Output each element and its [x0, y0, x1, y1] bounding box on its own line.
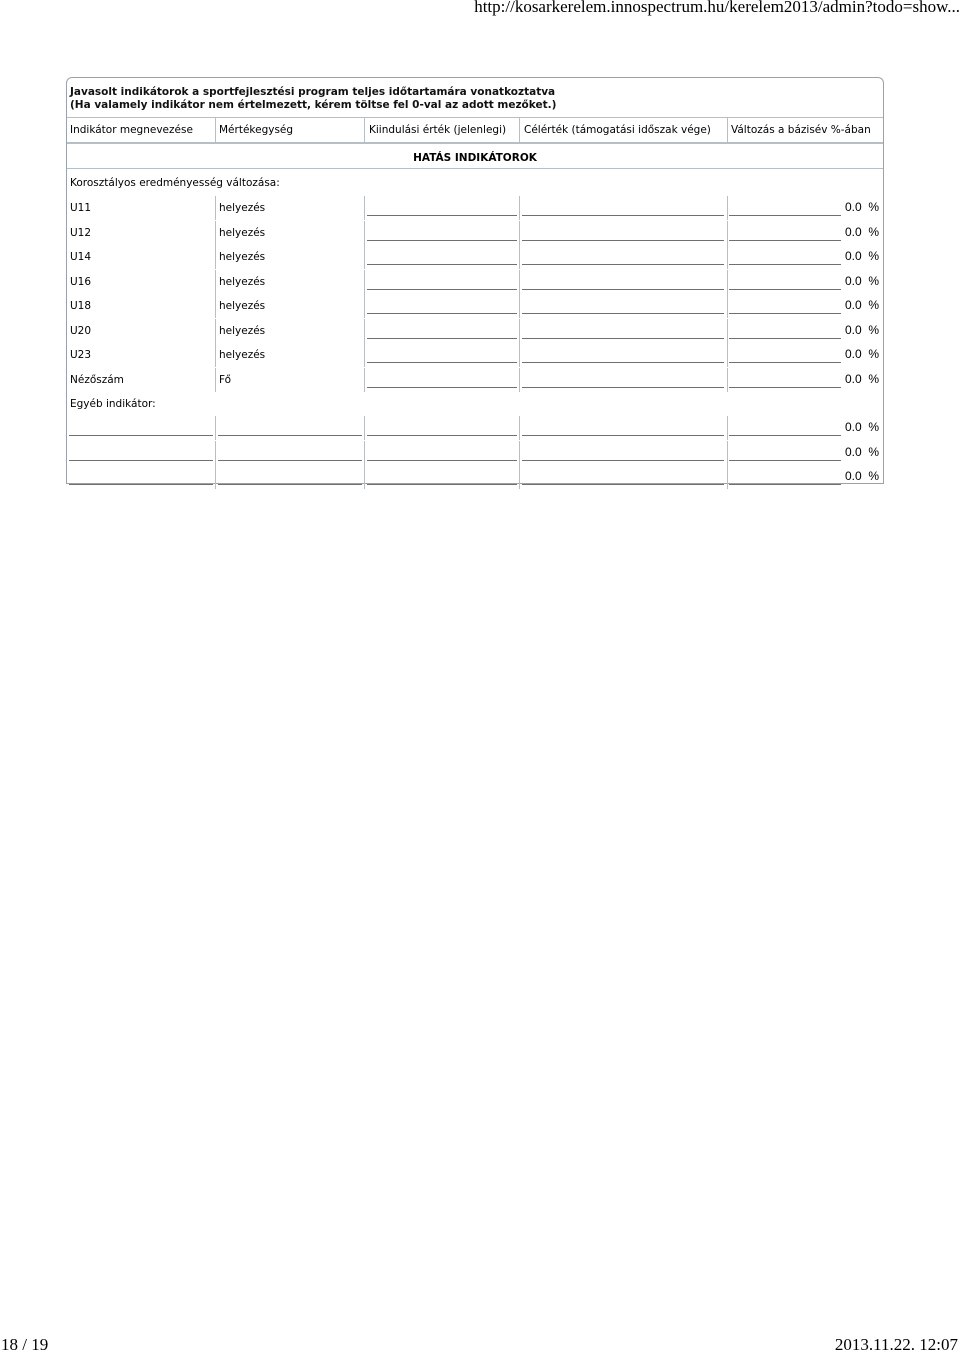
print-footer-datetime: 2013.11.22. 12:07	[834, 1335, 958, 1354]
target-input[interactable]	[522, 223, 724, 241]
change-input[interactable]	[729, 296, 841, 314]
table-row	[67, 368, 883, 392]
baseline-input[interactable]	[367, 296, 517, 314]
header-indicator-name: Indikátor megnevezése	[70, 124, 193, 136]
change-value	[845, 249, 879, 263]
change-value	[845, 347, 879, 361]
target-input[interactable]	[522, 272, 724, 290]
target-input[interactable]	[522, 345, 724, 363]
change-number: 0.0	[844, 225, 862, 239]
percent-sign: %	[868, 274, 879, 288]
change-number: 0.0	[844, 420, 862, 434]
indicator-name: U20	[70, 325, 92, 337]
table-row	[67, 319, 883, 343]
indicator-name: U14	[70, 251, 92, 263]
indicator-name: U11	[70, 202, 92, 214]
target-input[interactable]	[522, 321, 724, 339]
percent-sign: %	[868, 445, 879, 459]
baseline-input[interactable]	[367, 467, 517, 485]
change-number: 0.0	[844, 372, 862, 386]
table-header-row	[67, 117, 883, 143]
baseline-input[interactable]	[367, 370, 517, 388]
indicator-unit: helyezés	[219, 202, 266, 214]
indicator-name: U16	[70, 276, 92, 288]
change-input[interactable]	[729, 443, 841, 461]
table-row	[67, 343, 883, 367]
table-row	[67, 270, 883, 294]
indicator-unit: helyezés	[219, 227, 266, 239]
print-footer-page: 18 / 19	[1, 1335, 49, 1354]
other-unit-input[interactable]	[218, 443, 362, 461]
change-number: 0.0	[844, 469, 862, 483]
baseline-input[interactable]	[367, 247, 517, 265]
table-row	[67, 245, 883, 269]
table-row	[67, 294, 883, 318]
header-target: Célérték (támogatási időszak vége)	[524, 124, 711, 136]
other-unit-input[interactable]	[218, 467, 362, 485]
baseline-input[interactable]	[367, 345, 517, 363]
group-label-other: Egyéb indikátor:	[70, 398, 156, 410]
percent-sign: %	[868, 298, 879, 312]
target-input[interactable]	[522, 198, 724, 216]
print-header-url: http://kosarkerelem.innospectrum.hu/kerelem2013/admin?todo=show...	[474, 0, 960, 16]
change-number: 0.0	[844, 298, 862, 312]
change-value	[845, 445, 879, 459]
change-number: 0.0	[844, 249, 862, 263]
percent-sign: %	[868, 469, 879, 483]
percent-sign: %	[868, 372, 879, 386]
change-input[interactable]	[729, 272, 841, 290]
change-value	[845, 200, 879, 214]
target-input[interactable]	[522, 247, 724, 265]
target-input[interactable]	[522, 467, 724, 485]
change-input[interactable]	[729, 223, 841, 241]
change-value	[845, 323, 879, 337]
change-input[interactable]	[729, 247, 841, 265]
other-name-input[interactable]	[69, 467, 213, 485]
other-indicator-row	[67, 465, 883, 489]
baseline-input[interactable]	[367, 198, 517, 216]
baseline-input[interactable]	[367, 321, 517, 339]
percent-sign: %	[868, 347, 879, 361]
panel-title	[70, 86, 556, 112]
indicator-unit: helyezés	[219, 349, 266, 361]
change-number: 0.0	[844, 445, 862, 459]
baseline-input[interactable]	[367, 223, 517, 241]
other-unit-input[interactable]	[218, 418, 362, 436]
percent-sign: %	[868, 323, 879, 337]
percent-sign: %	[868, 249, 879, 263]
change-value	[845, 469, 879, 483]
change-value	[845, 225, 879, 239]
header-baseline: Kiindulási érték (jelenlegi)	[369, 124, 507, 136]
section-band	[67, 143, 883, 169]
change-number: 0.0	[844, 347, 862, 361]
indicator-name: Nézőszám	[70, 374, 124, 386]
target-input[interactable]	[522, 418, 724, 436]
other-indicator-row	[67, 416, 883, 440]
target-input[interactable]	[522, 296, 724, 314]
indicator-unit: helyezés	[219, 300, 266, 312]
section-title: HATÁS INDIKÁTOROK	[413, 152, 537, 164]
baseline-input[interactable]	[367, 272, 517, 290]
change-value	[845, 298, 879, 312]
table-row	[67, 196, 883, 220]
group-label-age: Korosztályos eredményesség változása:	[70, 177, 280, 189]
change-input[interactable]	[729, 370, 841, 388]
indicator-unit: helyezés	[219, 325, 266, 337]
change-value	[845, 274, 879, 288]
panel-title-line1: Javasolt indikátorok a sportfejlesztési program teljes időtartamára vonatkoztatva	[70, 86, 556, 98]
header-change-pct: Változás a bázisév %-ában	[731, 124, 871, 136]
change-number: 0.0	[844, 200, 862, 214]
indicator-unit: helyezés	[219, 276, 266, 288]
panel-title-line2: (Ha valamely indikátor nem értelmezett, kérem töltse fel 0-val az adott mezőket.)	[70, 99, 557, 111]
indicator-panel	[66, 77, 884, 484]
other-indicator-row	[67, 441, 883, 465]
percent-sign: %	[868, 225, 879, 239]
change-input[interactable]	[729, 198, 841, 216]
indicator-name: U18	[70, 300, 92, 312]
change-value	[845, 420, 879, 434]
indicator-name: U12	[70, 227, 92, 239]
other-name-input[interactable]	[69, 443, 213, 461]
change-number: 0.0	[844, 323, 862, 337]
change-value	[845, 372, 879, 386]
header-unit: Mértékegység	[219, 124, 294, 136]
indicator-name: U23	[70, 349, 92, 361]
change-input[interactable]	[729, 345, 841, 363]
target-input[interactable]	[522, 443, 724, 461]
percent-sign: %	[868, 200, 879, 214]
change-input[interactable]	[729, 321, 841, 339]
baseline-input[interactable]	[367, 443, 517, 461]
change-number: 0.0	[844, 274, 862, 288]
change-input[interactable]	[729, 467, 841, 485]
baseline-input[interactable]	[367, 418, 517, 436]
indicator-unit: Fő	[219, 374, 232, 386]
table-row	[67, 221, 883, 245]
other-name-input[interactable]	[69, 418, 213, 436]
target-input[interactable]	[522, 370, 724, 388]
percent-sign: %	[868, 420, 879, 434]
change-input[interactable]	[729, 418, 841, 436]
indicator-unit: helyezés	[219, 251, 266, 263]
